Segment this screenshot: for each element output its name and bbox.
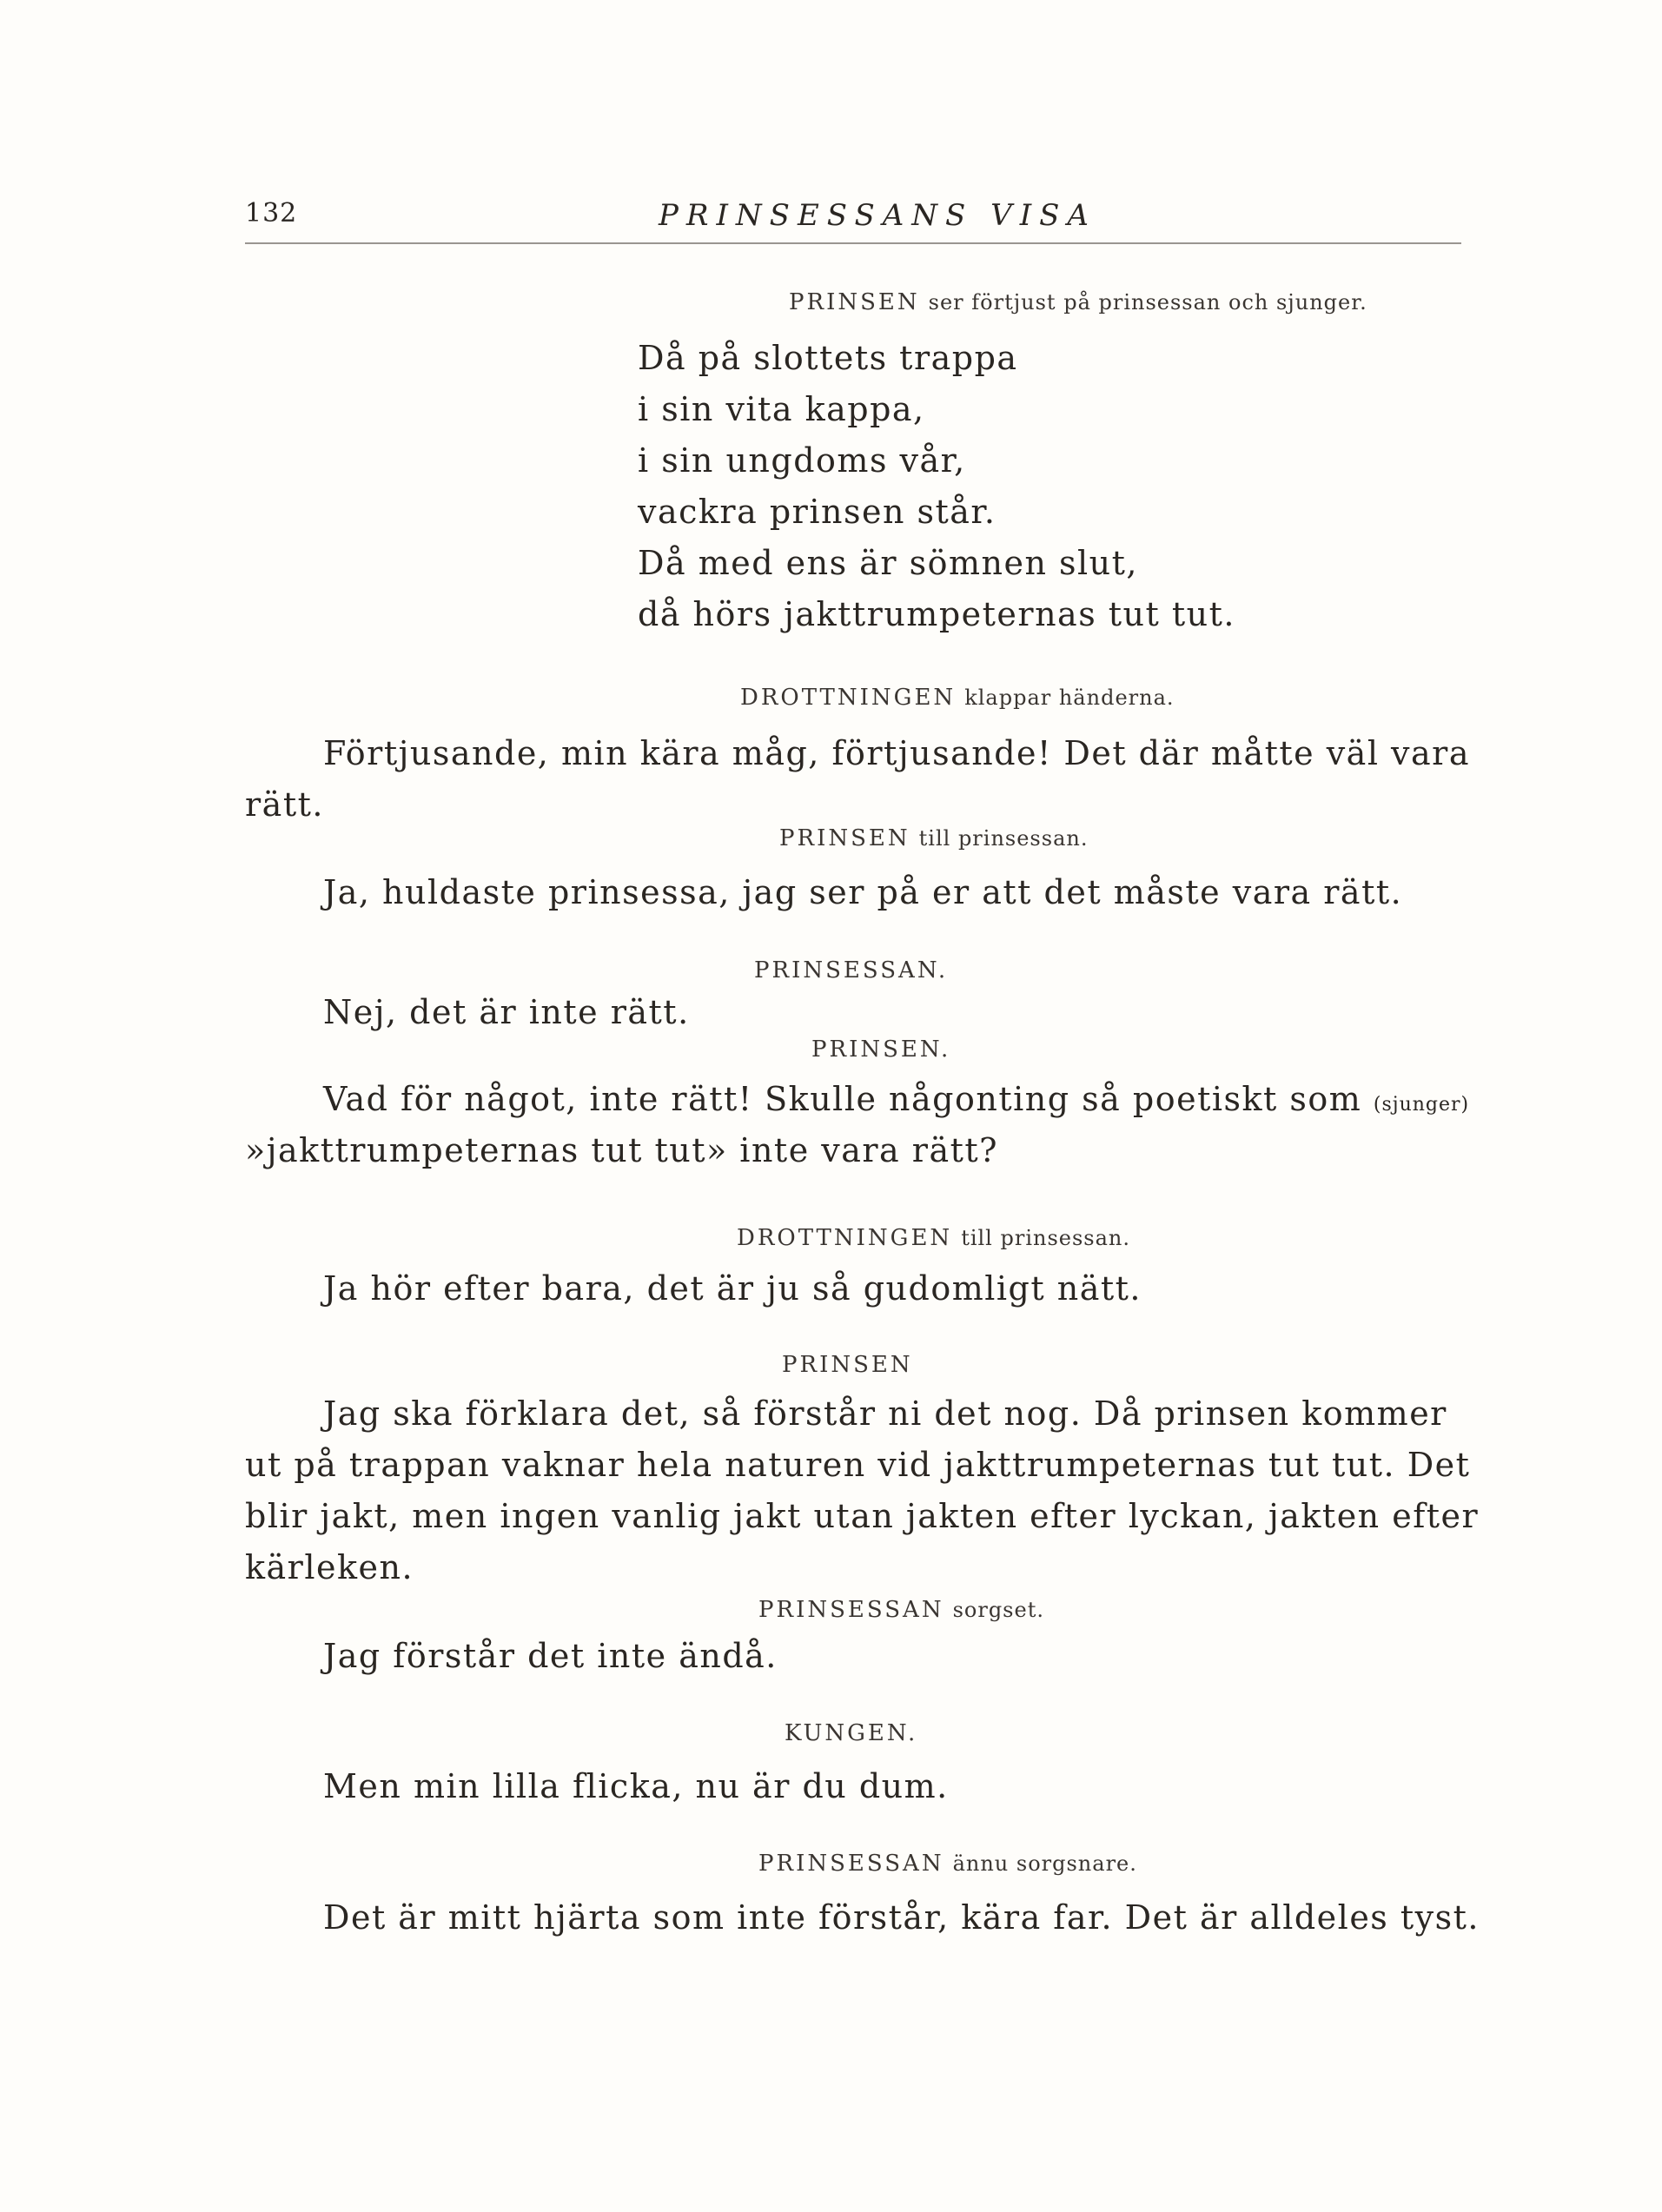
song-line: vackra prinsen står.: [638, 493, 997, 531]
dialogue-line: ut på trappan vaknar hela naturen vid jakttrumpeternas tut tut. Det: [245, 1446, 1471, 1484]
song-line: i sin vita kappa,: [638, 390, 925, 428]
speaker-direction: [811, 1036, 950, 1063]
song-line: Då på slottets trappa: [638, 339, 1018, 377]
stage-direction: (sjunger): [1373, 1094, 1470, 1116]
speaker-direction: [758, 1851, 1137, 1877]
speaker-direction: [785, 1720, 917, 1746]
stage-direction: sorgset.: [952, 1598, 1044, 1622]
stage-direction: ännu sorgsnare.: [952, 1851, 1137, 1876]
page-header: [245, 198, 1461, 233]
speaker-name: PRINSESSAN: [758, 1597, 944, 1623]
song-line: i sin ungdoms vår,: [638, 441, 966, 480]
dialogue-line: »jakttrumpeternas tut tut» inte vara rätt?: [245, 1131, 999, 1169]
speaker-name: PRINSESSAN.: [754, 957, 949, 983]
dialogue-line: [323, 1080, 1469, 1118]
speaker-direction: [758, 1597, 1044, 1623]
speaker-direction: [789, 289, 1367, 315]
stage-direction: till prinsessan.: [918, 826, 1089, 851]
dialogue-line: Det är mitt hjärta som inte förstår, kära far. Det är alldeles tyst.: [323, 1898, 1480, 1937]
dialogue-line: Nej, det är inte rätt.: [323, 993, 690, 1031]
dialogue-line: Men min lilla flicka, nu är du dum.: [323, 1767, 949, 1805]
song-line: Då med ens är sömnen slut,: [638, 544, 1138, 582]
page-number: 132: [245, 198, 298, 228]
speaker-name: PRINSEN: [779, 825, 910, 851]
dialogue-line: Ja hör efter bara, det är ju så gudomligt nätt.: [323, 1269, 1142, 1308]
stage-direction: ser förtjust på prinsessan och sjunger.: [928, 290, 1367, 315]
dialogue-line: Förtjusande, min kära måg, förtjusande! Det där måtte väl vara: [323, 734, 1471, 772]
speaker-name: PRINSESSAN: [758, 1851, 944, 1877]
speaker-name: PRINSEN: [782, 1352, 913, 1378]
speaker-name: DROTTNINGEN: [740, 685, 957, 711]
dialogue-line: kärleken.: [245, 1548, 414, 1586]
speaker-name: KUNGEN.: [785, 1720, 918, 1746]
dialogue-text: Vad för något, inte rätt! Skulle någonting så poetiskt som: [323, 1080, 1362, 1118]
speaker-name: PRINSEN.: [811, 1036, 951, 1063]
dialogue-line: Jag förstår det inte ändå.: [323, 1637, 778, 1675]
dialogue-line: rätt.: [245, 785, 324, 824]
dialogue-line: Jag ska förklara det, så förstår ni det nog. Då prinsen kommer: [323, 1394, 1447, 1433]
stage-direction: till prinsessan.: [961, 1226, 1131, 1250]
dialogue-line: blir jakt, men ingen vanlig jakt utan jakten efter lyckan, jakten efter: [245, 1497, 1480, 1535]
dialogue-line: Ja, huldaste prinsessa, jag ser på er att det måste vara rätt.: [323, 873, 1403, 911]
speaker-direction: [740, 685, 1175, 711]
header-rule: [245, 242, 1461, 244]
running-title: PRINSESSANS VISA: [659, 198, 1096, 233]
stage-direction: klappar händerna.: [964, 685, 1175, 710]
speaker-direction: [782, 1352, 913, 1378]
speaker-direction: [737, 1225, 1130, 1251]
speaker-name: PRINSEN: [789, 289, 920, 315]
speaker-direction: [754, 957, 948, 983]
song-line: då hörs jakttrumpeternas tut tut.: [638, 595, 1235, 633]
speaker-direction: [779, 825, 1088, 851]
speaker-name: DROTTNINGEN: [737, 1225, 953, 1251]
